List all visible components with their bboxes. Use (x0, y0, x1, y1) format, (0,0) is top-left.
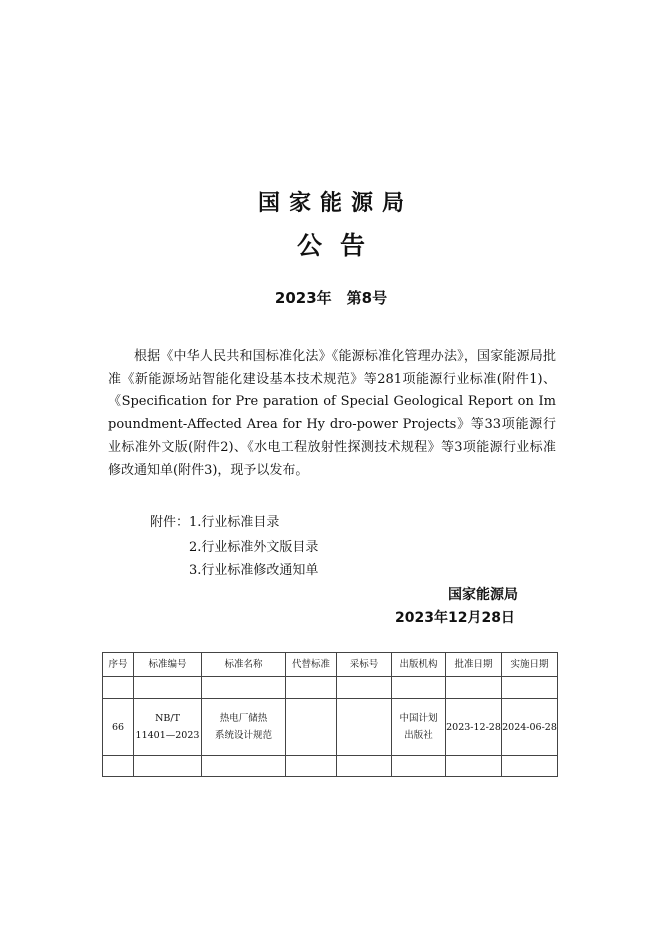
table-header-row (103, 653, 558, 677)
publisher-line: 出版社 (404, 730, 433, 741)
table-row (103, 677, 558, 699)
signature-date: 2023年12月28日 (395, 610, 515, 626)
name-line: 系统设计规范 (214, 730, 272, 741)
table-row (103, 756, 558, 777)
table-header-cell: 标准编号 (134, 653, 202, 677)
publisher-line: 中国计划 (399, 713, 438, 724)
seq-cell: 66 (103, 699, 134, 756)
table-header-cell: 出版机构 (392, 653, 446, 677)
code-line: 11401—2023 (135, 730, 200, 741)
code-cell (134, 699, 202, 756)
adopted-cell (337, 699, 392, 756)
issuer-title: 国家能源局 (257, 191, 413, 216)
approve-date-cell: 2023-12-28 (446, 699, 502, 756)
replaces-cell (286, 699, 337, 756)
announcement-body (108, 346, 556, 482)
attachment-item: 1.行业标准目录 (189, 515, 280, 530)
table-row (103, 699, 558, 756)
table-header-cell: 批准日期 (446, 653, 502, 677)
table-header-cell: 标准名称 (202, 653, 286, 677)
attachments-label: 附件： (150, 515, 190, 530)
standards-table (102, 652, 558, 777)
document-type-title: 公告 (296, 231, 383, 260)
publisher-cell (392, 699, 446, 756)
announcement-paragraph: 根据《中华人民共和国标准化法》《能源标准化管理办法》，国家能源局批准《新能源场站智能化建设基本技术规范》等281项能源行业标准(附件1)、《Specification for Pre paration of Special Geological Report on Im poundment-Affected Area for Hy dro-power Projects》等33项能源行业标准外文版(附件2)、《水电工程放射性探测技术规程》等3项能源行业标准修改通知单(附件3)，现予以发布。 (108, 349, 556, 478)
attachment-item: 2.行业标准外文版目录 (189, 540, 319, 555)
table-header-cell: 代替标准 (286, 653, 337, 677)
table-header-cell: 序号 (103, 653, 134, 677)
attachment-item: 3.行业标准修改通知单 (189, 563, 319, 578)
attachment-line-1 (150, 512, 279, 534)
signature-org: 国家能源局 (448, 587, 518, 603)
document-number: 2023年 第8号 (274, 289, 388, 307)
table-header-cell: 实施日期 (502, 653, 558, 677)
table-header-cell: 采标号 (337, 653, 392, 677)
code-line: NB/T (155, 713, 180, 724)
effective-date-cell: 2024-06-28 (502, 699, 558, 756)
name-line: 热电厂储热 (219, 713, 268, 724)
name-cell (202, 699, 286, 756)
